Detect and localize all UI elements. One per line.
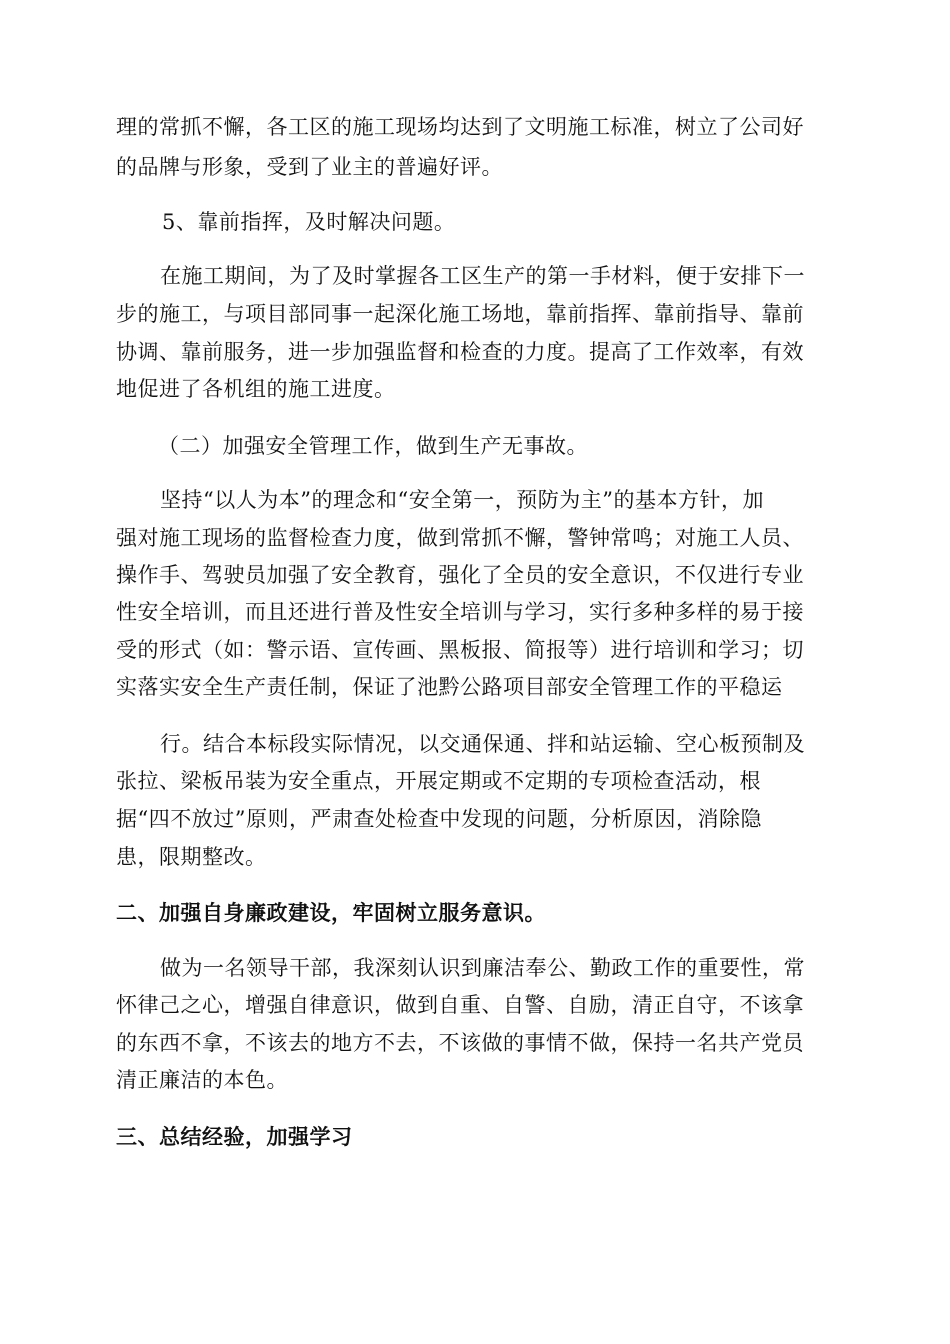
text-line: 做为一名领导干部，我深刻认识到廉洁奉公、勤政工作的重要性，常 <box>160 956 805 980</box>
text-line: 患，限期整改。 <box>116 845 267 869</box>
text-line: 强对施工现场的监督检查力度，做到常抓不懈，警钟常鸣；对施工人员、 <box>116 526 804 550</box>
text-line: 的品牌与形象，受到了业主的普遍好评。 <box>116 155 503 179</box>
text-line: 据“四不放过”原则，严肃查处检查中发现的问题，分析原因，消除隐 <box>116 807 762 831</box>
text-line: 受的形式（如：警示语、宣传画、黑板报、简报等）进行培训和学习；切 <box>116 638 804 662</box>
text-line: 协调、靠前服务，进一步加强监督和检查的力度。提高了工作效率，有效 <box>116 340 804 364</box>
text-line: 在施工期间，为了及时掌握各工区生产的第一手材料，便于安排下一 <box>160 264 805 288</box>
text-line: 的东西不拿，不该去的地方不去，不该做的事情不做，保持一名共产党员 <box>116 1031 804 1055</box>
subheading-2: （二）加强安全管理工作，做到生产无事故。 <box>158 434 588 458</box>
text-line: 操作手、驾驶员加强了安全教育，强化了全员的安全意识，不仅进行专业 <box>116 563 804 587</box>
text-line: 怀律己之心，增强自律意识，做到自重、自警、自励，清正自守，不该拿 <box>116 993 804 1017</box>
text-line: 清正廉洁的本色。 <box>116 1068 288 1092</box>
text-line: 地促进了各机组的施工进度。 <box>116 377 396 401</box>
section-heading-2: 二、加强自身廉政建设，牢固树立服务意识。 <box>116 901 546 925</box>
section-heading-3: 三、总结经验，加强学习 <box>116 1125 353 1149</box>
text-line: 张拉、梁板吊装为安全重点，开展定期或不定期的专项检查活动，根 <box>116 769 761 793</box>
text-line: 行。结合本标段实际情况，以交通保通、拌和站运输、空心板预制及 <box>160 732 805 756</box>
text-line: 实落实安全生产责任制，保证了池黔公路项目部安全管理工作的平稳运 <box>116 675 783 699</box>
text-line: 理的常抓不懈，各工区的施工现场均达到了文明施工标准，树立了公司好 <box>116 115 804 139</box>
text-line: 步的施工，与项目部同事一起深化施工场地，靠前指挥、靠前指导、靠前 <box>116 302 804 326</box>
subheading-5: 5、靠前指挥，及时解决问题。 <box>162 210 456 234</box>
text-line: 性安全培训，而且还进行普及性安全培训与学习，实行多种多样的易于接 <box>116 600 804 624</box>
text-line: 坚持“以人为本”的理念和“安全第一，预防为主”的基本方针，加 <box>160 488 764 512</box>
